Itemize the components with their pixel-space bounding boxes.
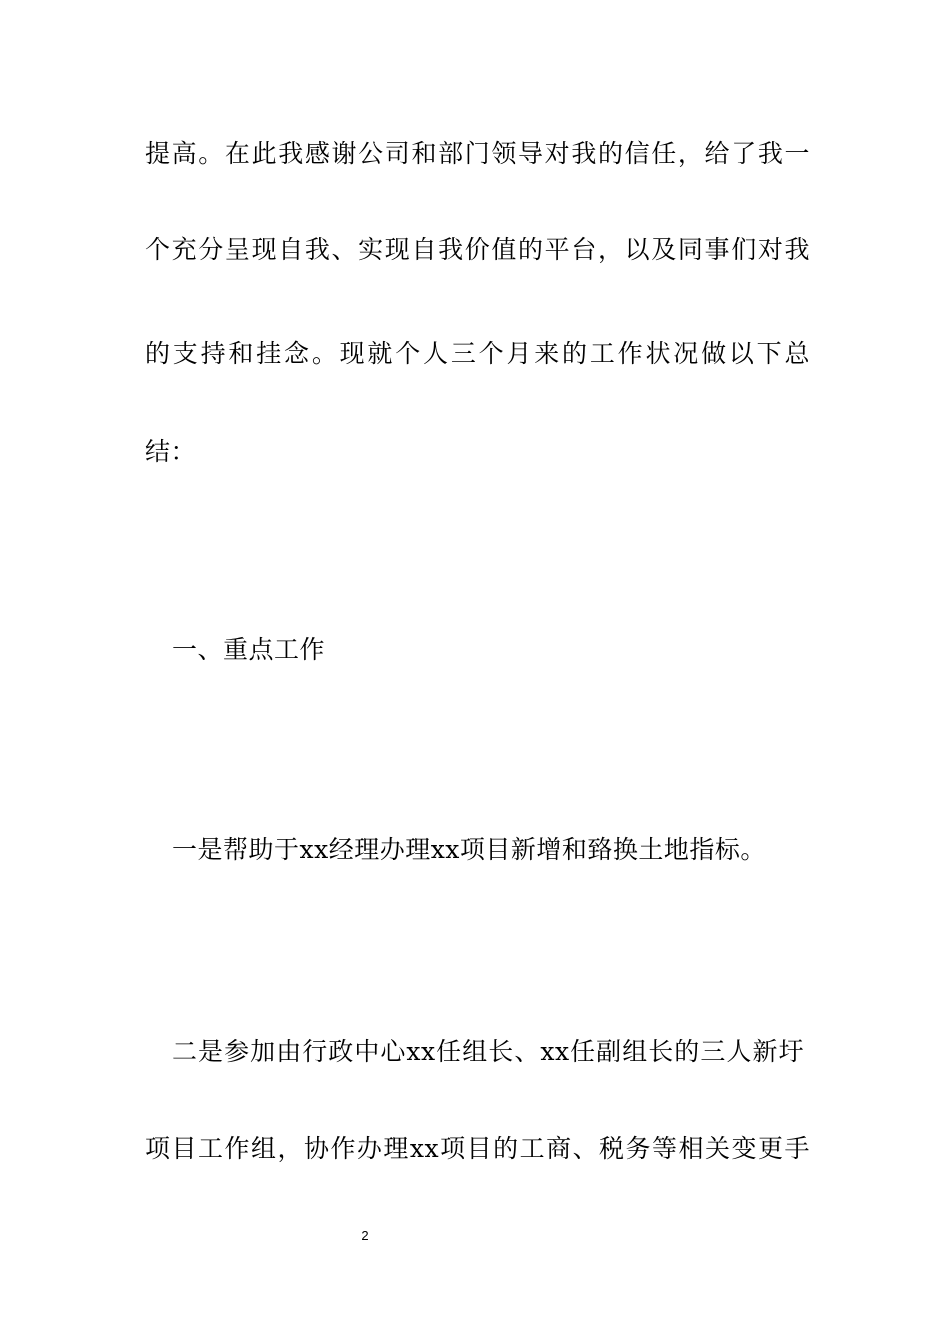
list-item: 一是帮助于xx经理办理xx项目新增和臵换土地指标。 <box>172 835 766 864</box>
list-item: 二是参加由行政中心xx任组长、xx任副组长的三人新圩 <box>172 1037 804 1066</box>
paragraph-line: 个充分呈现自我、实现自我价值的平台，以及同事们对我 <box>145 235 810 264</box>
paragraph-line: 结： <box>145 437 197 466</box>
paragraph-line: 的支持和挂念。现就个人三个月来的工作状况做以下总 <box>145 339 810 368</box>
paragraph-line: 提高。在此我感谢公司和部门领导对我的信任，给了我一 <box>145 139 810 168</box>
page-number: 2 <box>361 1228 369 1243</box>
list-item-continuation: 项目工作组，协作办理xx项目的工商、税务等相关变更手 <box>145 1134 810 1163</box>
section-heading: 一、重点工作 <box>172 635 326 664</box>
